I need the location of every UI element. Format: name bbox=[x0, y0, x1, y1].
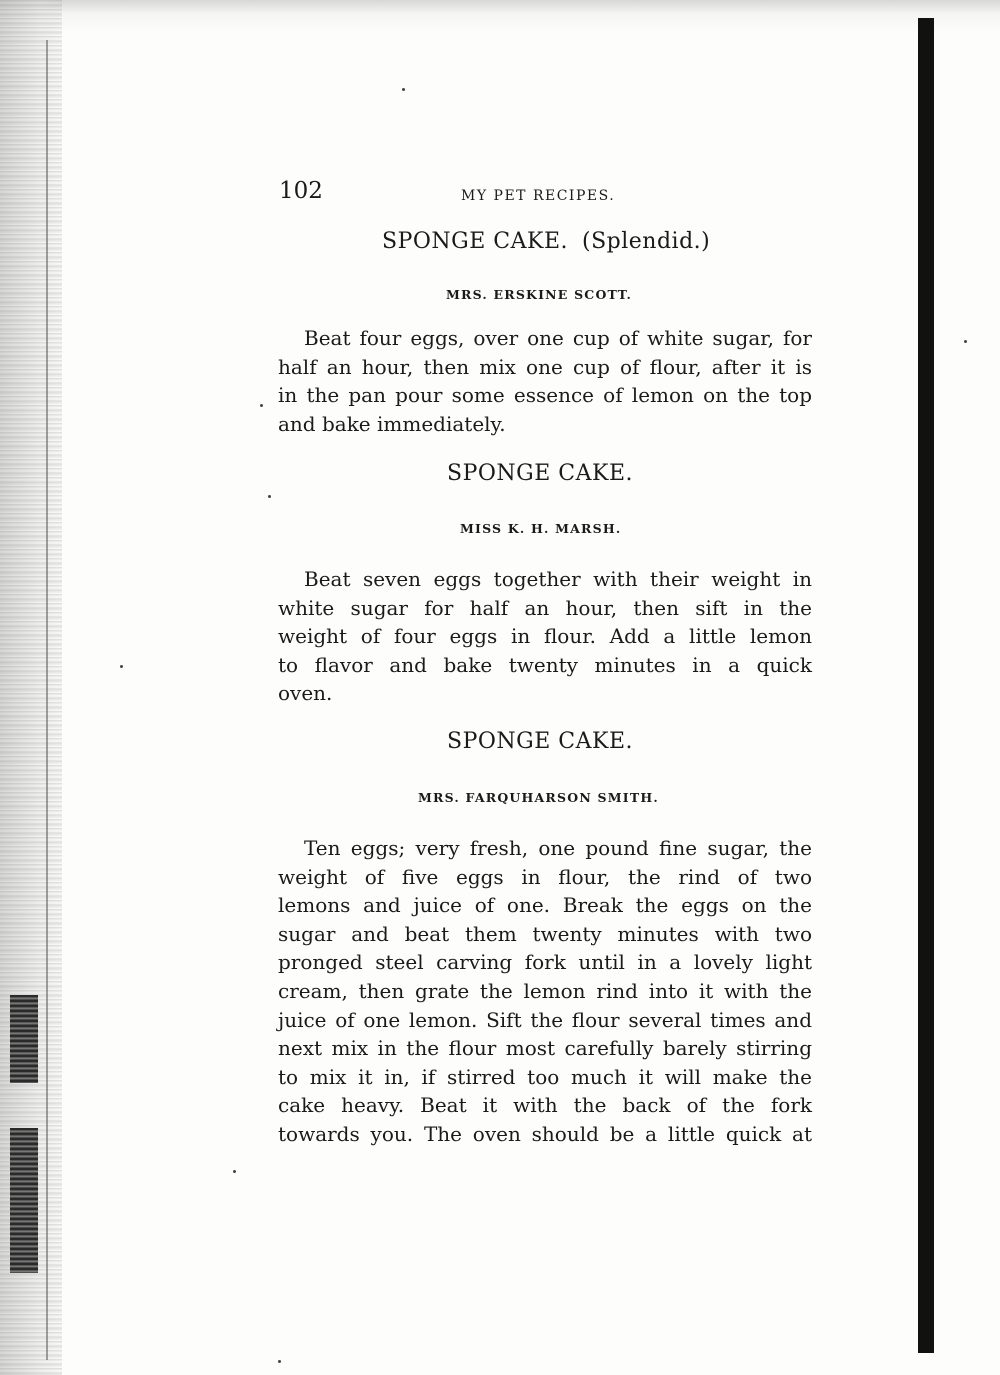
text-line: Ten eggs; very fresh, one pound fine sugar, the bbox=[304, 836, 812, 860]
text-line: cake heavy. Beat it with the back of the fork bbox=[278, 1093, 812, 1118]
text-line: half an hour, then mix one cup of flour, after it is bbox=[278, 354, 812, 379]
scan-speck bbox=[120, 665, 123, 668]
text-line: cream, then grate the lemon rind into it with the bbox=[278, 978, 812, 1003]
text-line: pronged steel carving fork until in a lovely light bbox=[278, 950, 812, 975]
scan-speck bbox=[402, 88, 405, 91]
recipe-body bbox=[278, 324, 812, 438]
recipe-title-text: SPONGE CAKE. bbox=[382, 229, 568, 254]
running-head: MY PET RECIPES. bbox=[461, 188, 616, 204]
text-line: weight of four eggs in flour. Add a little lemon bbox=[278, 624, 812, 649]
recipe-author: MRS. FARQUHARSON SMITH. bbox=[418, 790, 659, 805]
text-line: sugar and beat them twenty minutes with two bbox=[278, 921, 812, 946]
text-line: juice of one lemon. Sift the flour several times and bbox=[278, 1007, 812, 1032]
recipe-title: SPONGE CAKE. bbox=[447, 729, 633, 754]
recipe-body bbox=[278, 565, 812, 708]
recipe-body bbox=[278, 834, 812, 1149]
scan-speck bbox=[964, 340, 967, 343]
recipe-title-note: (Splendid.) bbox=[582, 229, 711, 254]
text-line: Beat seven eggs together with their weight in bbox=[304, 567, 812, 591]
text-line: white sugar for half an hour, then sift in the bbox=[278, 595, 812, 620]
text-line: next mix in the flour most carefully barely stirring bbox=[278, 1036, 812, 1061]
text-line: oven. bbox=[278, 681, 333, 706]
page-number: 102 bbox=[279, 178, 323, 204]
recipe-author: MRS. ERSKINE SCOTT. bbox=[446, 287, 633, 302]
recipe-title: SPONGE CAKE. bbox=[447, 461, 633, 486]
page-header bbox=[279, 178, 799, 208]
scan-speck bbox=[268, 495, 271, 498]
text-line: in the pan pour some essence of lemon on the top bbox=[278, 383, 812, 408]
scan-speck bbox=[278, 1360, 281, 1363]
scan-left-dark-block bbox=[10, 995, 38, 1083]
text-line: to mix it in, if stirred too much it will make the bbox=[278, 1064, 812, 1089]
recipe-title bbox=[382, 229, 710, 254]
text-line: and bake immediately. bbox=[278, 411, 506, 436]
text-line: Beat four eggs, over one cup of white sugar, for bbox=[304, 326, 812, 350]
scan-left-edge-line bbox=[46, 40, 48, 1360]
recipe-author: MISS K. H. MARSH. bbox=[460, 521, 622, 536]
scan-right-binding-bar bbox=[918, 18, 934, 1353]
text-line: weight of five eggs in flour, the rind of two bbox=[278, 864, 812, 889]
text-line: towards you. The oven should be a little quick at bbox=[278, 1121, 812, 1146]
scan-top-shadow bbox=[0, 0, 1000, 34]
text-line: lemons and juice of one. Break the eggs on the bbox=[278, 893, 812, 918]
scan-speck bbox=[260, 404, 263, 407]
text-line: to flavor and bake twenty minutes in a quick bbox=[278, 652, 812, 677]
scan-speck bbox=[233, 1170, 236, 1173]
scan-left-dark-block bbox=[10, 1128, 38, 1273]
